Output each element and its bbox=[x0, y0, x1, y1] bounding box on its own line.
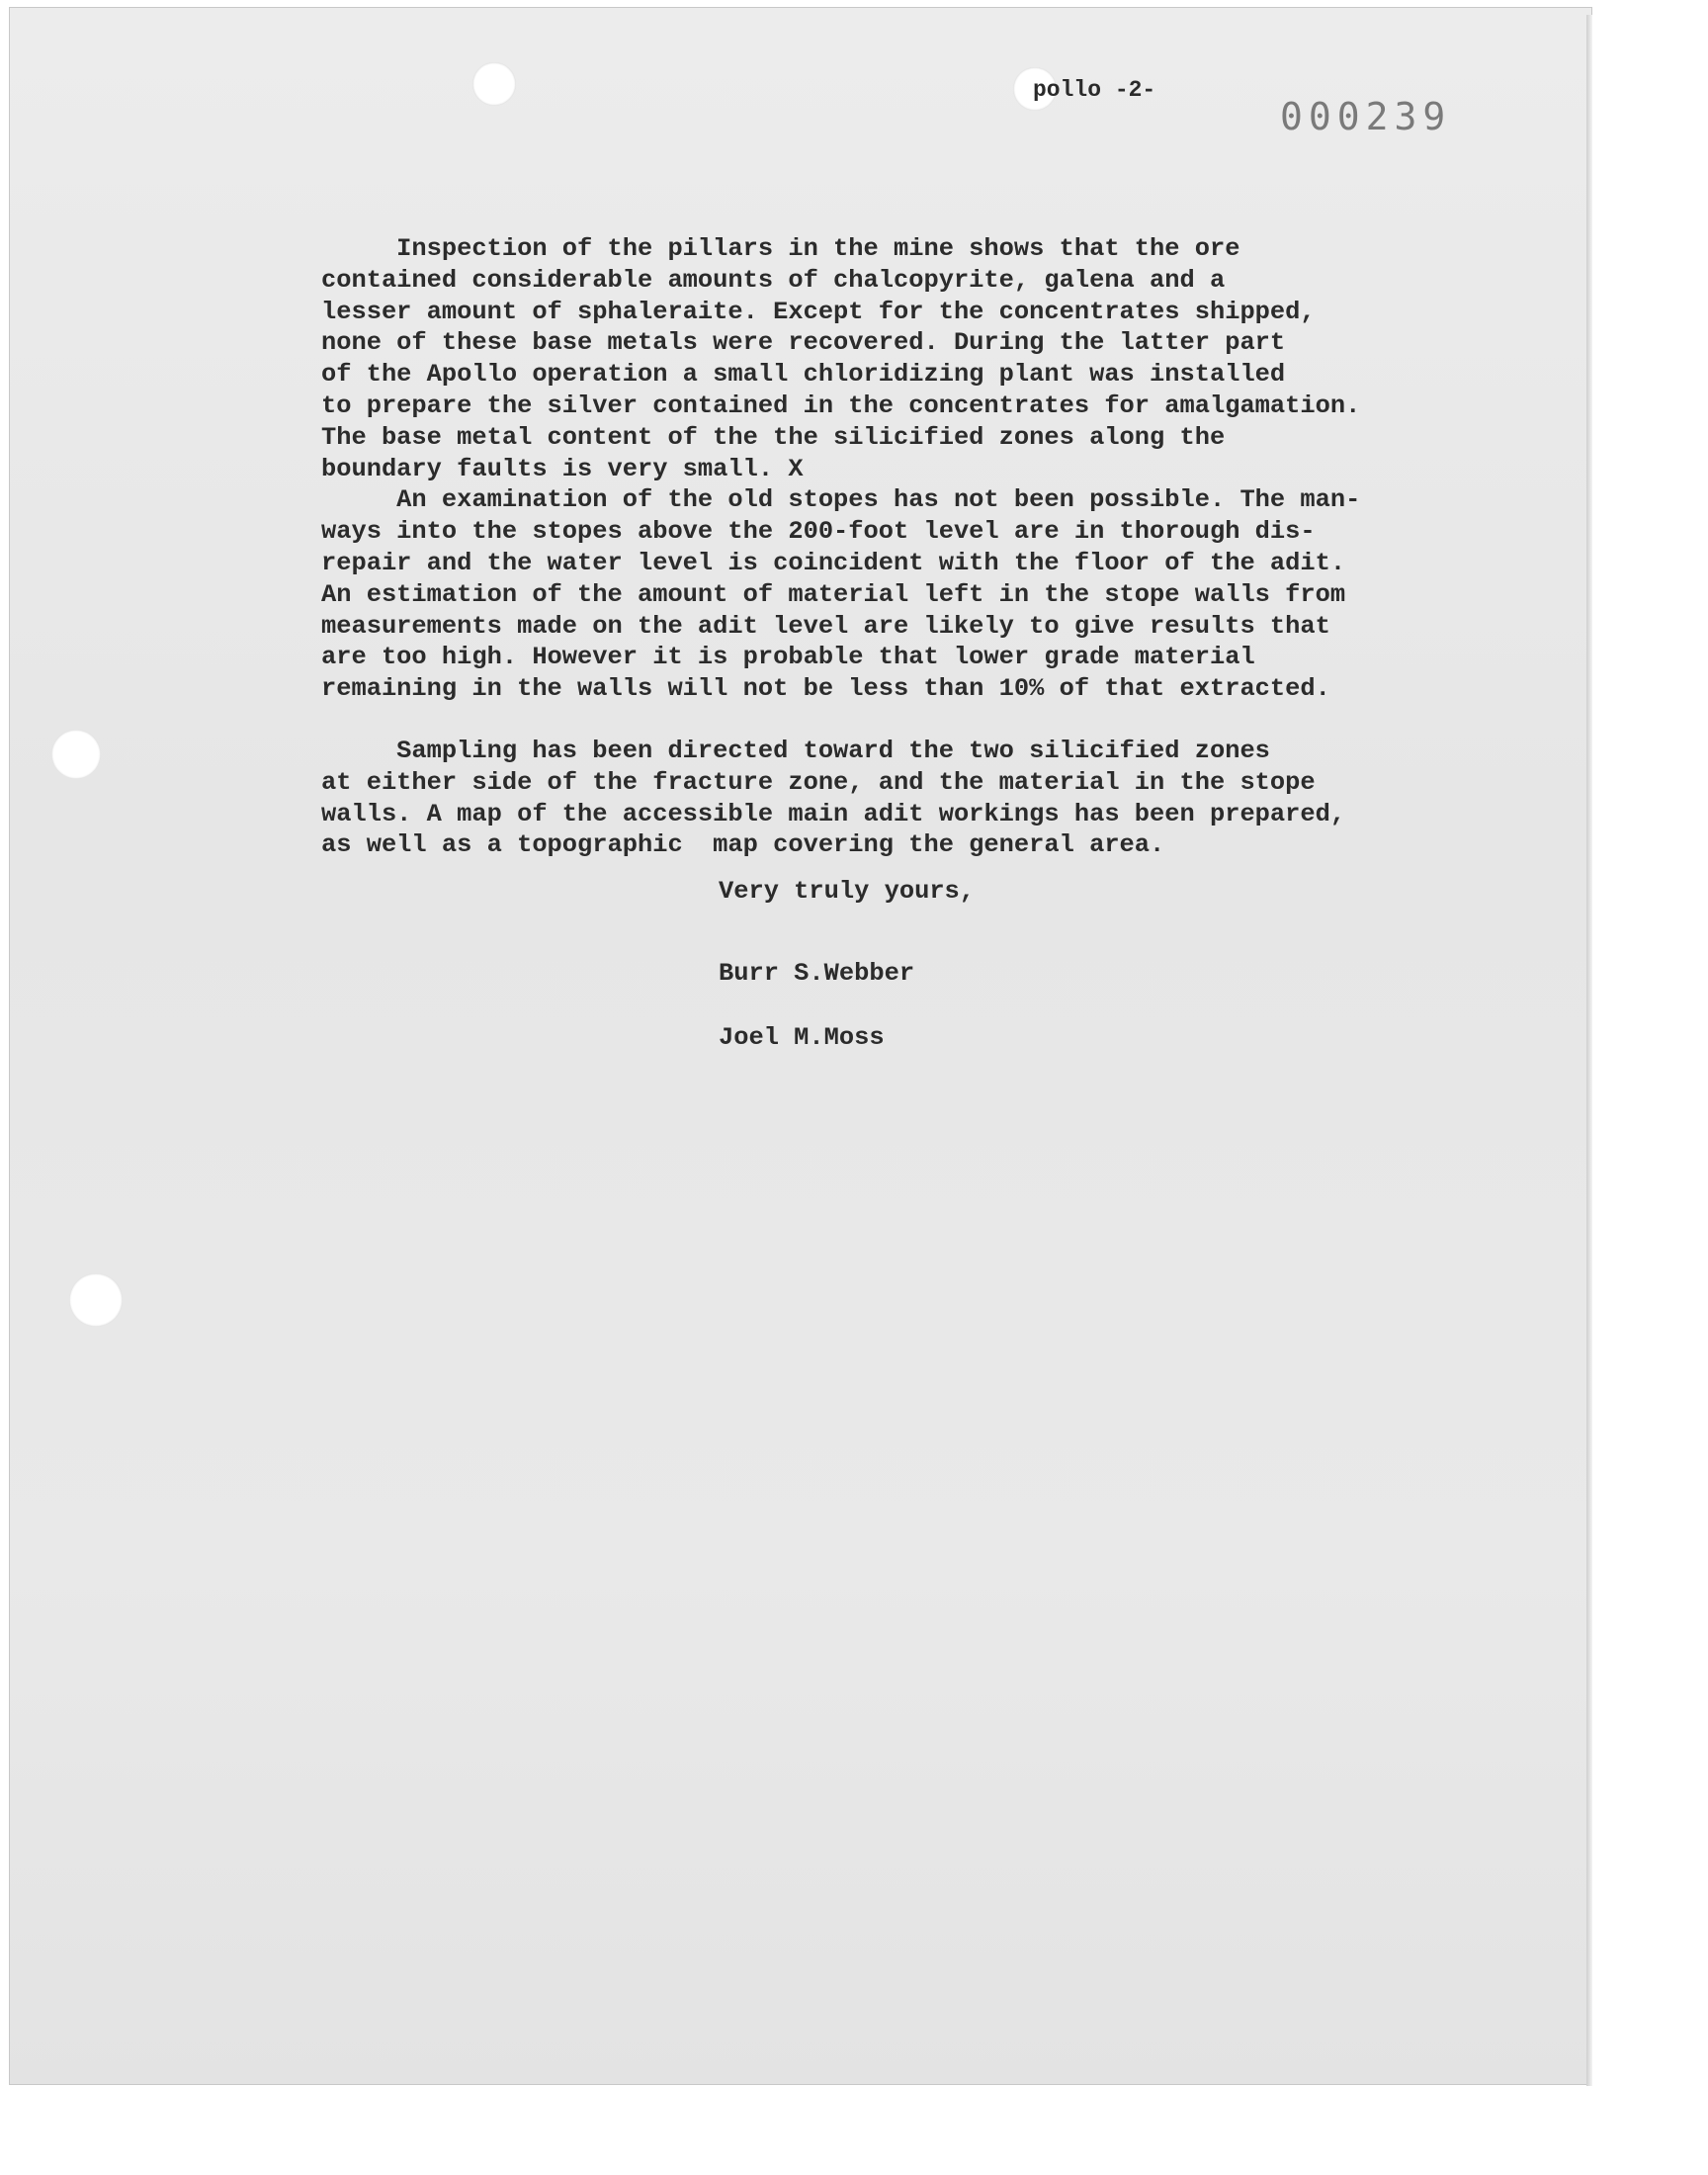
document-serial-number: 000239 bbox=[1280, 95, 1452, 138]
text-line: remaining in the walls will not be less than 10% of that extracted. bbox=[321, 674, 1330, 704]
text-line: contained considerable amounts of chalcopyrite, galena and a bbox=[321, 265, 1226, 295]
punch-hole-top-left bbox=[472, 62, 516, 106]
closing-salutation: Very truly yours, bbox=[719, 877, 976, 906]
text-line: repair and the water level is coincident with the floor of the adit. bbox=[321, 548, 1346, 577]
text-line: walls. A map of the accessible main adit workings has been prepared, bbox=[321, 799, 1346, 828]
paragraph-pillars-inspection bbox=[321, 233, 1488, 484]
text-line: as well as a topographic map covering the general area. bbox=[321, 830, 1165, 860]
paragraph-gap bbox=[321, 705, 1488, 736]
text-line: of the Apollo operation a small chloridizing plant was installed bbox=[321, 360, 1286, 390]
text-line: at either side of the fracture zone, and the material in the stope bbox=[321, 767, 1316, 797]
paragraph-old-stopes bbox=[321, 484, 1488, 705]
text-line: Sampling has been directed toward the two silicified zones bbox=[321, 736, 1270, 765]
paragraph-sampling bbox=[321, 736, 1488, 861]
letter-body bbox=[321, 233, 1488, 861]
punch-hole-left-lower bbox=[69, 1273, 123, 1327]
text-line: An estimation of the amount of material left in the stope walls from bbox=[321, 579, 1346, 609]
text-line: to prepare the silver contained in the concentrates for amalgamation. bbox=[321, 391, 1361, 420]
text-line: An examination of the old stopes has not been possible. The man- bbox=[321, 485, 1361, 515]
text-line: are too high. However it is probable that lower grade material bbox=[321, 643, 1255, 672]
text-line: ways into the stopes above the 200-foot level are in thorough dis- bbox=[321, 517, 1316, 547]
text-line: measurements made on the adit level are likely to give results that bbox=[321, 611, 1330, 641]
text-line: Inspection of the pillars in the mine shows that the ore bbox=[321, 234, 1240, 263]
text-line: none of these base metals were recovered. During the latter part bbox=[321, 328, 1286, 358]
text-line: The base metal content of the the silicified zones along the bbox=[321, 422, 1226, 452]
punch-hole-left-middle bbox=[51, 730, 101, 779]
text-line: boundary faults is very small. X bbox=[321, 454, 804, 483]
page-header: pollo -2- bbox=[1033, 77, 1156, 103]
signatory-name: Joel M.Moss bbox=[719, 1023, 885, 1052]
page-edge bbox=[1586, 15, 1592, 2086]
letter-closing-block bbox=[719, 876, 975, 1053]
signatory-name: Burr S.Webber bbox=[719, 959, 915, 988]
text-line: lesser amount of sphaleraite. Except for the concentrates shipped, bbox=[321, 297, 1316, 326]
